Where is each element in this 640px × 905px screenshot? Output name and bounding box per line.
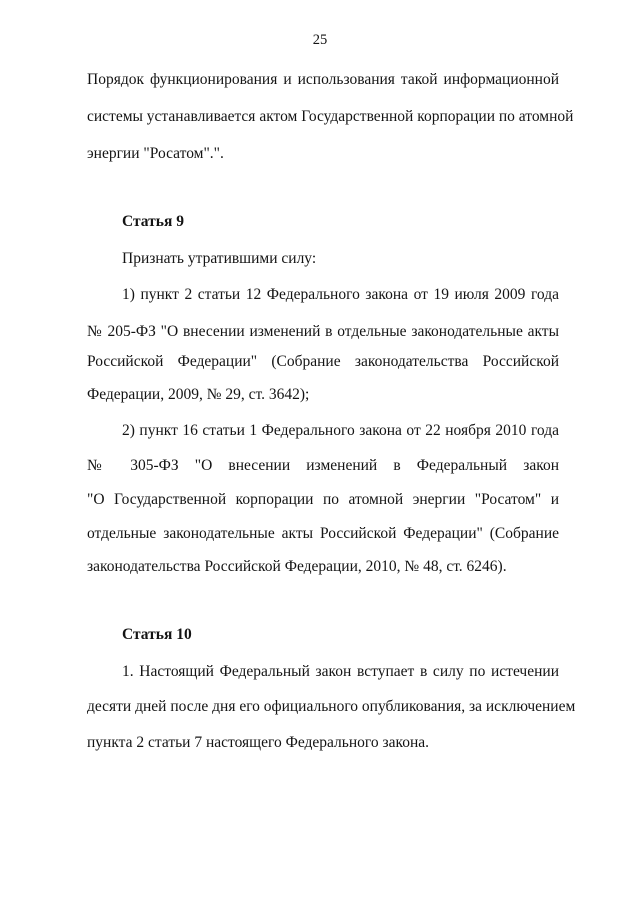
text-line: энергии "Росатом".". — [87, 145, 224, 162]
page-number: 25 — [312, 32, 328, 48]
text-line: Порядок функционирования и использования такой информационной — [87, 71, 559, 88]
text-line: 1. Настоящий Федеральный закон вступает в силу по истечении — [122, 663, 559, 680]
article-lead: Признать утратившими силу: — [122, 250, 317, 267]
text-line: № 205-ФЗ "О внесении изменений в отдельные законодательные акты — [87, 323, 559, 340]
article-heading: Статья 9 — [122, 213, 184, 230]
text-line: № 305-ФЗ "О внесении изменений в Федеральный закон — [87, 457, 559, 474]
text-line: системы устанавливается актом Государственной корпорации по атомной — [87, 108, 574, 125]
text-line: законодательства Российской Федерации, 2010, № 48, ст. 6246). — [87, 558, 507, 575]
text-line: отдельные законодательные акты Российской Федерации" (Собрание — [87, 525, 559, 542]
text-line: 1) пункт 2 статьи 12 Федерального закона от 19 июля 2009 года — [122, 286, 559, 303]
text-line: "О Государственной корпорации по атомной энергии "Росатом" и — [87, 491, 559, 508]
text-line: 2) пункт 16 статьи 1 Федерального закона от 22 ноября 2010 года — [122, 422, 559, 439]
text-line: десяти дней после дня его официального опубликования, за исключением — [87, 698, 576, 715]
article-heading: Статья 10 — [122, 626, 192, 643]
text-line: Российской Федерации" (Собрание законодательства Российской — [87, 353, 559, 370]
text-line: Федерации, 2009, № 29, ст. 3642); — [87, 386, 310, 403]
text-line: пункта 2 статьи 7 настоящего Федерального закона. — [87, 734, 430, 751]
